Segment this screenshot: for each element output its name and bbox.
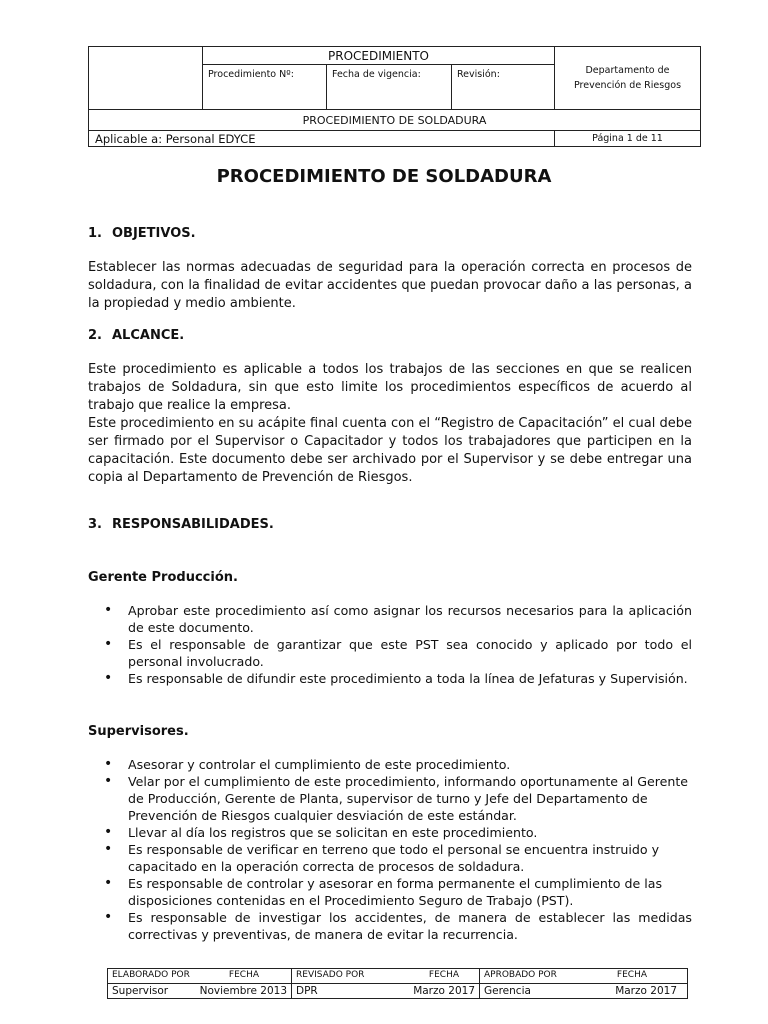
fecha-label: FECHA	[616, 970, 647, 980]
role-supervisores-heading: Supervisores.	[88, 724, 189, 739]
applicable-spacer	[452, 131, 555, 147]
footer-revisado-value-cell	[292, 984, 480, 999]
section-alcance-text: Este procedimiento es aplicable a todos los trabajos de las secciones en que se realicen trabajos de Soldadura, sin que esto limite los procedimientos específicos de acuerdo al trabajo que realice la empresa. Este procedimiento en su acápite final cuenta con el “Registro de Capacitación” el cual debe ser firmado por el Supervisor o Capacitador y todos los trabajadores que participen en la capacitación. Este documento debe ser archivado por el Supervisor y se debe entregar una copia al Departamento de Prevención de Riesgos.	[88, 362, 692, 485]
section-objetivos-heading	[88, 226, 196, 241]
section-title: RESPONSABILIDADES.	[112, 517, 274, 532]
procedure-number-label: Procedimiento Nº:	[203, 65, 327, 110]
footer-revisado-label-cell	[292, 969, 480, 984]
list-item: • Llevar al día los registros que se solicitan en este procedimiento.	[88, 824, 692, 841]
department-cell: Departamento de Prevención de Riesgos	[555, 47, 701, 110]
revisado-date: Marzo 2017	[413, 985, 475, 997]
section-number: 3.	[88, 517, 102, 532]
applicable-to: Aplicable a: Personal EDYCE	[89, 131, 452, 147]
list-item: • Es el responsable de garantizar que este PST sea conocido y aplicado por todo el personal involucrado.	[88, 636, 692, 670]
elaborado-date: Noviembre 2013	[199, 985, 287, 997]
list-item: • Es responsable de controlar y asesorar en forma permanente el cumplimiento de las disposiciones contenidas en el Procedimiento Seguro de Trabajo (PST).	[88, 875, 692, 909]
elaborado-label: ELABORADO POR	[112, 970, 190, 980]
page-title: PROCEDIMIENTO DE SOLDADURA	[216, 166, 552, 187]
section-number: 1.	[88, 226, 102, 241]
list-item: • Asesorar y controlar el cumplimiento de este procedimiento.	[88, 756, 692, 773]
footer-elaborado-label-cell	[108, 969, 292, 984]
aprobado-date: Marzo 2017	[615, 985, 677, 997]
section-number: 2.	[88, 328, 102, 343]
list-item: • Es responsable de difundir este procedimiento a toda la línea de Jefaturas y Supervisión.	[88, 670, 692, 687]
approval-footer-table	[107, 968, 688, 999]
section-responsabilidades-heading	[88, 517, 274, 532]
elaborado-value: Supervisor	[112, 985, 169, 997]
section-title: ALCANCE.	[112, 328, 185, 343]
document-name: PROCEDIMIENTO DE SOLDADURA	[89, 110, 701, 131]
fecha-label: FECHA	[428, 970, 459, 980]
role-gerente-heading: Gerente Producción.	[88, 570, 238, 585]
procedure-header-title: PROCEDIMIENTO	[203, 47, 555, 65]
section-alcance-heading	[88, 328, 184, 343]
aprobado-label: APROBADO POR	[484, 970, 557, 980]
list-item: • Aprobar este procedimiento así como asignar los recursos necesarios para la aplicación de este documento.	[88, 602, 692, 636]
aprobado-value: Gerencia	[484, 985, 531, 997]
revisado-label: REVISADO POR	[296, 970, 365, 980]
section-title: OBJETIVOS.	[112, 226, 196, 241]
list-item: • Velar por el cumplimiento de este procedimiento, informando oportunamente al Gerente de Producción, Gerente de Planta, supervisor de turno y Jefe del Departamento de Prevención de Riesgos cualquier desviación de este estándar.	[88, 773, 692, 824]
footer-aprobado-label-cell	[480, 969, 688, 984]
gerente-responsibilities-list	[88, 602, 692, 687]
page-number: Página 1 de 11	[555, 131, 701, 147]
revisado-value: DPR	[296, 985, 318, 997]
section-objetivos-text: Establecer las normas adecuadas de seguridad para la operación correcta en procesos de soldadura, con la finalidad de evitar accidentes que puedan provocar daño a las personas, a la propiedad y medio ambiente.	[88, 260, 692, 311]
footer-elaborado-value-cell	[108, 984, 292, 999]
list-item: • Es responsable de investigar los accidentes, de manera de establecer las medidas correctivas y preventivas, de manera de evitar la recurrencia.	[88, 909, 692, 943]
fecha-label: FECHA	[228, 970, 259, 980]
effective-date-label: Fecha de vigencia:	[327, 65, 452, 110]
supervisores-responsibilities-list	[88, 756, 692, 943]
document-header-table	[88, 46, 701, 147]
footer-aprobado-value-cell	[480, 984, 688, 999]
revision-label: Revisión:	[452, 65, 555, 110]
list-item: • Es responsable de verificar en terreno que todo el personal se encuentra instruido y capacitado en la operación correcta de procesos de soldadura.	[88, 841, 692, 875]
logo-cell	[89, 47, 203, 110]
